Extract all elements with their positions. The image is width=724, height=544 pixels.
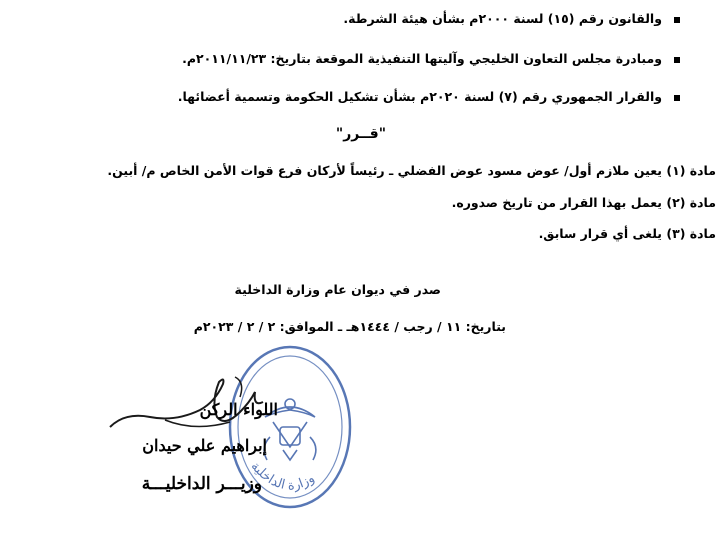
article-1: مادة (١) يعين ملازم أول/ عوض مسود عوض الفضلي ـ رئيساً لأركان فرع قوات الأمن الخاص م/ أبين.: [107, 163, 716, 178]
bullet-marker: [674, 57, 680, 63]
date-line: بتاريخ: ١١ / رجب / ١٤٤٤هـ ـ الموافق: ٢ / ٢ / ٢٠٢٣م: [193, 319, 506, 334]
preamble-item-1: [343, 11, 680, 27]
preamble-text-3: والقرار الجمهوري رقم (٧) لسنة ٢٠٢٠م بشأن تشكيل الحكومة وتسمية أعضائها.: [177, 89, 662, 104]
signatory-rank: اللواء الركن: [199, 400, 278, 419]
preamble-item-3: [178, 89, 680, 105]
bullet-marker: [674, 17, 680, 23]
article-2: مادة (٢) يعمل بهذا القرار من تاريخ صدوره.: [451, 195, 716, 210]
preamble-text-2: ومبادرة مجلس التعاون الخليجي وآليتها التنفيذية الموقعة بتاريخ: ٢٠١١/١١/٢٣م.: [182, 51, 662, 66]
preamble-text-1: والقانون رقم (١٥) لسنة ٢٠٠٠م بشأن هيئة الشرطة.: [343, 11, 662, 26]
bullet-marker: [674, 95, 680, 101]
signatory-name: إبراهيم علي حيدان: [142, 436, 267, 455]
preamble-item-2: [182, 51, 680, 67]
signatory-title: وزيـــر الداخليـــة: [141, 474, 262, 494]
decision-heading: "قــرر": [335, 126, 386, 142]
seal-text: وزارة الداخلية: [247, 458, 318, 494]
issued-at: صدر في ديوان عام وزارة الداخلية: [234, 282, 441, 297]
article-3: مادة (٣) يلغى أي قرار سابق.: [538, 226, 716, 241]
